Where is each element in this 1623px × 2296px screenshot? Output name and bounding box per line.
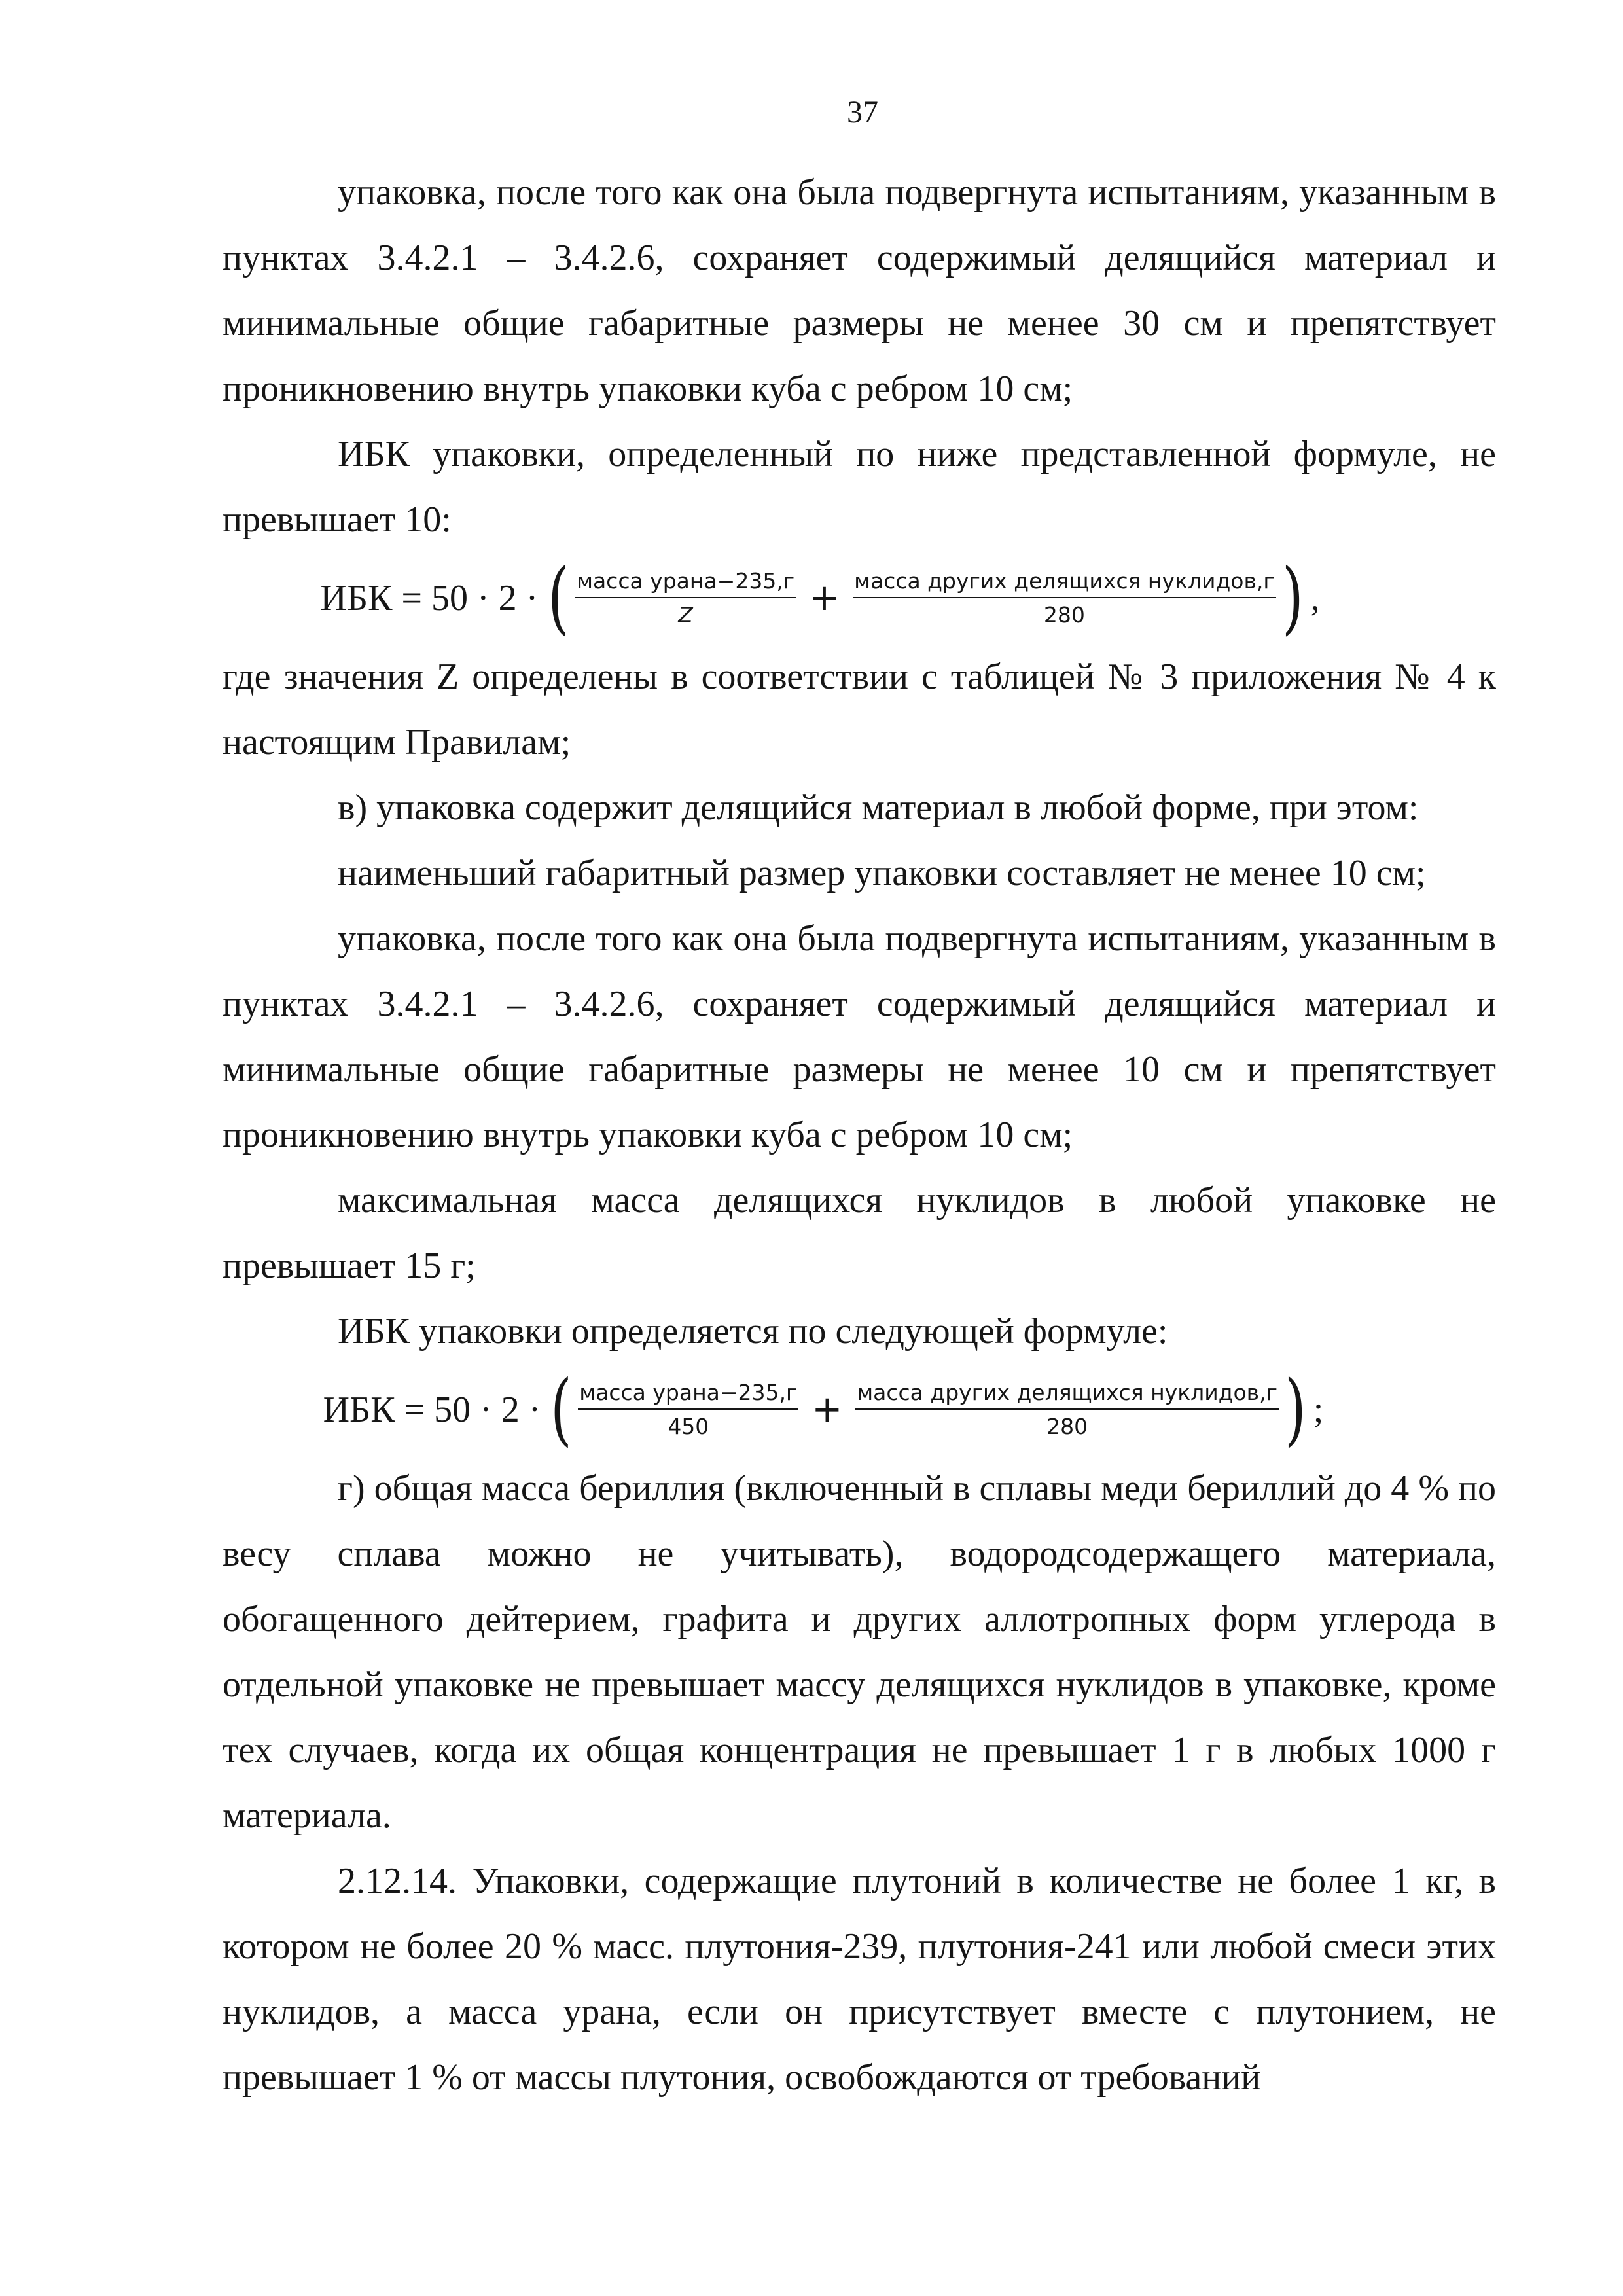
paragraph-min-size: наименьший габаритный размер упаковки составляет не менее 10 см; <box>338 853 1426 893</box>
fraction-other-nuclides <box>853 568 1276 628</box>
formula-ibk-z <box>144 552 1496 644</box>
formula-close-paren: ) <box>1284 1364 1306 1455</box>
paragraph-package-test-10cm: упаковка, после того как она была подвергнута испытаниям, указанным в пунктах 3.4.2.1 – 3.4.2.6, сохраняет содержимый делящийся материал и минимальные общие габаритные размеры не менее 10 см и препятствует проникновению внутрь упаковки куба с ребром 10 см; <box>223 918 1496 1155</box>
fraction-numerator: масса урана−235,г <box>578 1380 798 1410</box>
paragraph-item-v: в) упаковка содержит делящийся материал в любой форме, при этом: <box>338 787 1419 828</box>
formula-trailing-punct: ; <box>1313 1390 1324 1430</box>
formula-lhs: ИБК = 50 · 2 · <box>320 578 539 619</box>
fraction-denominator: 280 <box>1046 1414 1088 1439</box>
formula-open-paren: ( <box>548 552 570 643</box>
fraction-uranium <box>578 1380 798 1439</box>
page-number: 37 <box>847 95 878 130</box>
fraction-numerator: масса других делящихся нуклидов,г <box>853 568 1276 598</box>
formula-plus: + <box>809 577 840 619</box>
paragraph-2-12-14-plutonium: 2.12.14. Упаковки, содержащие плутоний в количестве не более 1 кг, в котором не более 20 % масс. плутония-239, плутония-241 или любой смеси этих нуклидов, а масса урана, если он присутствует вместе с плутонием, не превышает 1 % от массы плутония, освобождаются от требований <box>223 1861 1496 2098</box>
formula-close-paren: ) <box>1281 552 1304 643</box>
formula-ibk-450 <box>151 1364 1496 1456</box>
paragraph-z-values: где значения Z определены в соответствии с таблицей № 3 приложения № 4 к настоящим Правилам; <box>223 656 1496 762</box>
paragraph-max-mass: максимальная масса делящихся нуклидов в любой упаковке не превышает 15 г; <box>223 1180 1496 1286</box>
fraction-numerator: масса других делящихся нуклидов,г <box>855 1380 1279 1410</box>
paragraph-ibk-intro: ИБК упаковки, определенный по ниже представленной формуле, не превышает 10: <box>223 434 1496 540</box>
formula-lhs: ИБК = 50 · 2 · <box>323 1390 541 1430</box>
formula-plus: + <box>812 1388 843 1431</box>
document-body <box>223 160 1496 2110</box>
fraction-denominator: Z <box>678 602 693 628</box>
formula-open-paren: ( <box>550 1364 573 1455</box>
fraction-denominator: 450 <box>668 1414 709 1439</box>
fraction-denominator: 280 <box>1043 602 1085 628</box>
fraction-other-nuclides <box>855 1380 1279 1439</box>
formula-trailing-punct: , <box>1310 578 1320 619</box>
paragraph-package-test-30cm: упаковка, после того как она была подвергнута испытаниям, указанным в пунктах 3.4.2.1 – 3.4.2.6, сохраняет содержимый делящийся материал и минимальные общие габаритные размеры не менее 30 см и препятствует проникновению внутрь упаковки куба с ребром 10 см; <box>223 172 1496 409</box>
paragraph-ibk-formula-intro: ИБК упаковки определяется по следующей формуле: <box>338 1311 1168 1352</box>
paragraph-item-g-beryllium: г) общая масса бериллия (включенный в сплавы меди бериллий до 4 % по весу сплава можно не учитывать), водородсодержащего материала, обогащенного дейтерием, графита и других аллотропных форм углерода в отдельной упаковке не превышает массу делящихся нуклидов в упаковке, кроме тех случаев, когда их общая концентрация не превышает 1 г в любых 1000 г материала. <box>223 1468 1496 1836</box>
fraction-uranium <box>575 568 796 628</box>
fraction-numerator: масса урана−235,г <box>575 568 796 598</box>
